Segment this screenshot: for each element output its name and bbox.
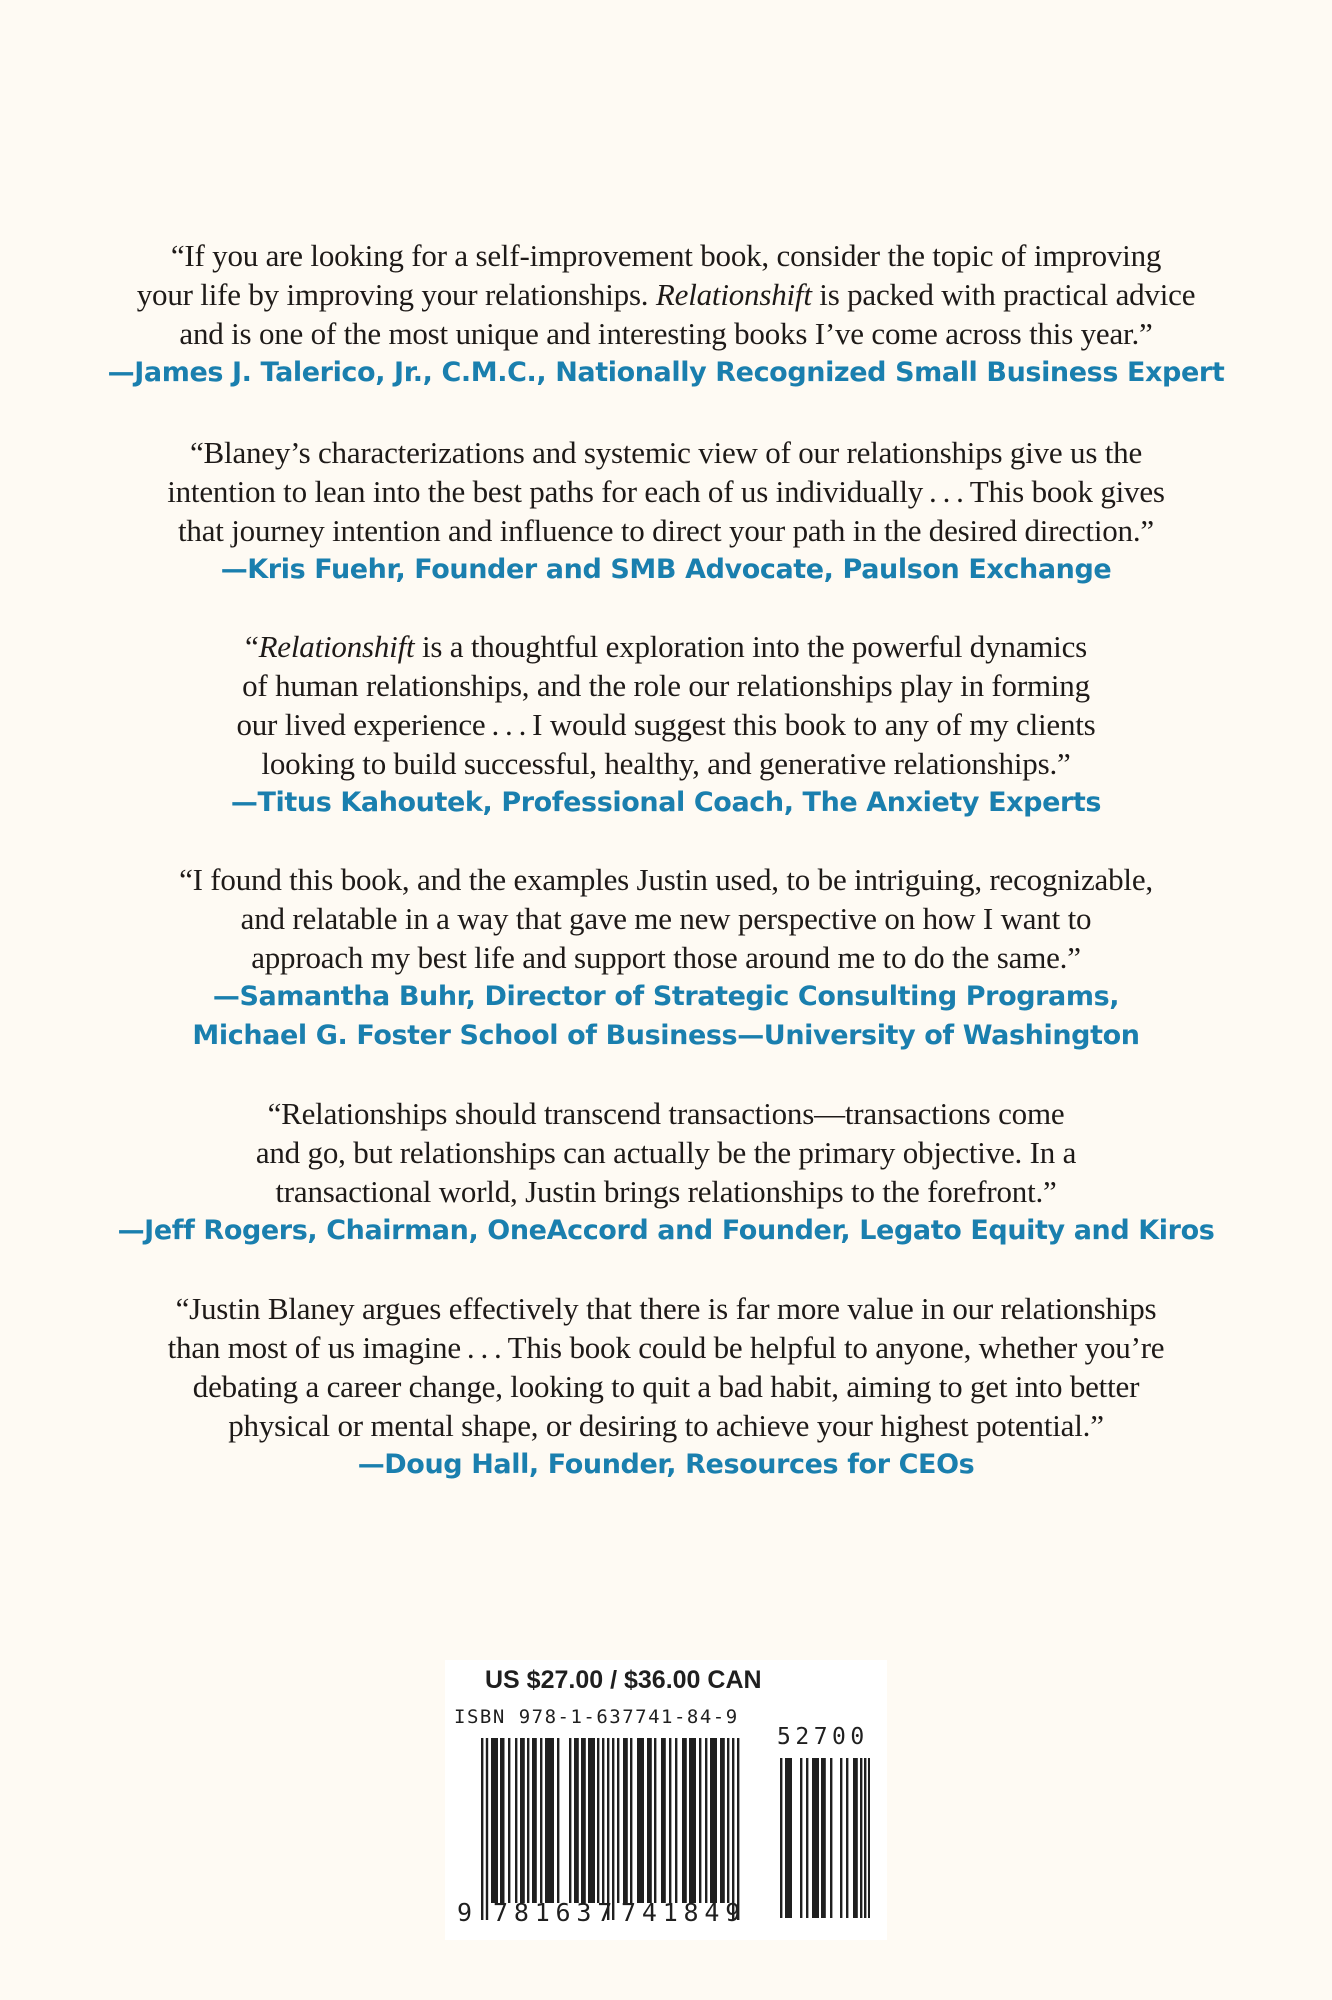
ean-first-digit: 9 — [457, 1898, 473, 1927]
attribution: —Doug Hall, Founder, Resources for CEOs — [357, 1449, 975, 1480]
attribution: —James J. Talerico, Jr., C.M.C., Nationally Recognized Small Business Expert — [107, 357, 1225, 388]
quote-line: of human relationships, and the role our relationships play in forming — [242, 668, 1090, 703]
quote-line: “Justin Blaney argues effectively that there is far more value in our relationships — [175, 1291, 1157, 1326]
attribution: Michael G. Foster School of Business—University of Washington — [192, 1020, 1140, 1051]
price-label: US $27.00 / $36.00 CAN — [485, 1666, 762, 1694]
book-title-italic: Relationshift — [655, 277, 812, 312]
quote-line: debating a career change, looking to quit a bad habit, aiming to get into better — [192, 1369, 1140, 1404]
quote-line: physical or mental shape, or desiring to achieve your highest potential.” — [228, 1408, 1104, 1443]
testimonial-talerico — [0, 236, 1332, 392]
isbn-label: ISBN 978-1-637741-84-9 — [454, 1706, 739, 1728]
quote-line — [0, 275, 1332, 314]
quote-line: our lived experience . . . I would suggest this book to any of my clients — [236, 707, 1096, 742]
quote-line: “I found this book, and the examples Justin used, to be intriguing, recognizable, — [179, 862, 1153, 897]
attribution: —Samantha Buhr, Director of Strategic Consulting Programs, — [212, 981, 1120, 1012]
quote-line: intention to lean into the best paths for each of us individually . . . This book gives — [167, 474, 1165, 509]
quote-text: is packed with practical advice — [811, 277, 1196, 312]
testimonial-hall — [0, 1289, 1332, 1484]
quote-text: is a thoughtful exploration into the powerful dynamics — [414, 629, 1087, 664]
ean13-barcode-icon — [481, 1738, 743, 1920]
quote-line: “Blaney’s characterizations and systemic view of our relationships give us the — [190, 435, 1142, 470]
quote-line: than most of us imagine . . . This book could be helpful to anyone, whether you’re — [167, 1330, 1165, 1365]
quote-line: and is one of the most unique and interesting books I’ve come across this year.” — [179, 316, 1153, 351]
ean-right-group: 741849 — [621, 1898, 747, 1927]
attribution: —Jeff Rogers, Chairman, OneAccord and Founder, Legato Equity and Kiros — [117, 1215, 1215, 1246]
isbn-barcode-block — [445, 1660, 887, 1940]
addon-price-code: 52700 — [777, 1724, 869, 1750]
addon-barcode-icon — [750, 1758, 870, 1918]
book-title-italic: Relationshift — [258, 629, 415, 664]
quote-line: that journey intention and influence to direct your path in the desired direction.” — [178, 513, 1154, 548]
testimonial-buhr — [0, 860, 1332, 1055]
testimonial-kahoutek — [0, 627, 1332, 822]
open-quote: “ — [245, 629, 259, 664]
quote-line: “Relationships should transcend transactions—transactions come — [267, 1096, 1065, 1131]
quote-line: approach my best life and support those around me to do the same.” — [251, 940, 1081, 975]
quote-line: and relatable in a way that gave me new perspective on how I want to — [240, 901, 1092, 936]
quote-line — [0, 627, 1332, 666]
testimonial-rogers — [0, 1094, 1332, 1250]
quote-line: and go, but relationships can actually be the primary objective. In a — [255, 1135, 1077, 1170]
quote-line: transactional world, Justin brings relationships to the forefront.” — [275, 1174, 1057, 1209]
quote-line: “If you are looking for a self-improvement book, consider the topic of improving — [170, 238, 1162, 273]
attribution: —Kris Fuehr, Founder and SMB Advocate, Paulson Exchange — [220, 554, 1112, 585]
quote-text: your life by improving your relationships. — [136, 277, 656, 312]
quote-line: looking to build successful, healthy, and generative relationships.” — [261, 746, 1071, 781]
ean-left-group: 781637 — [493, 1898, 619, 1927]
testimonial-fuehr — [0, 433, 1332, 589]
attribution: —Titus Kahoutek, Professional Coach, The Anxiety Experts — [230, 787, 1102, 818]
